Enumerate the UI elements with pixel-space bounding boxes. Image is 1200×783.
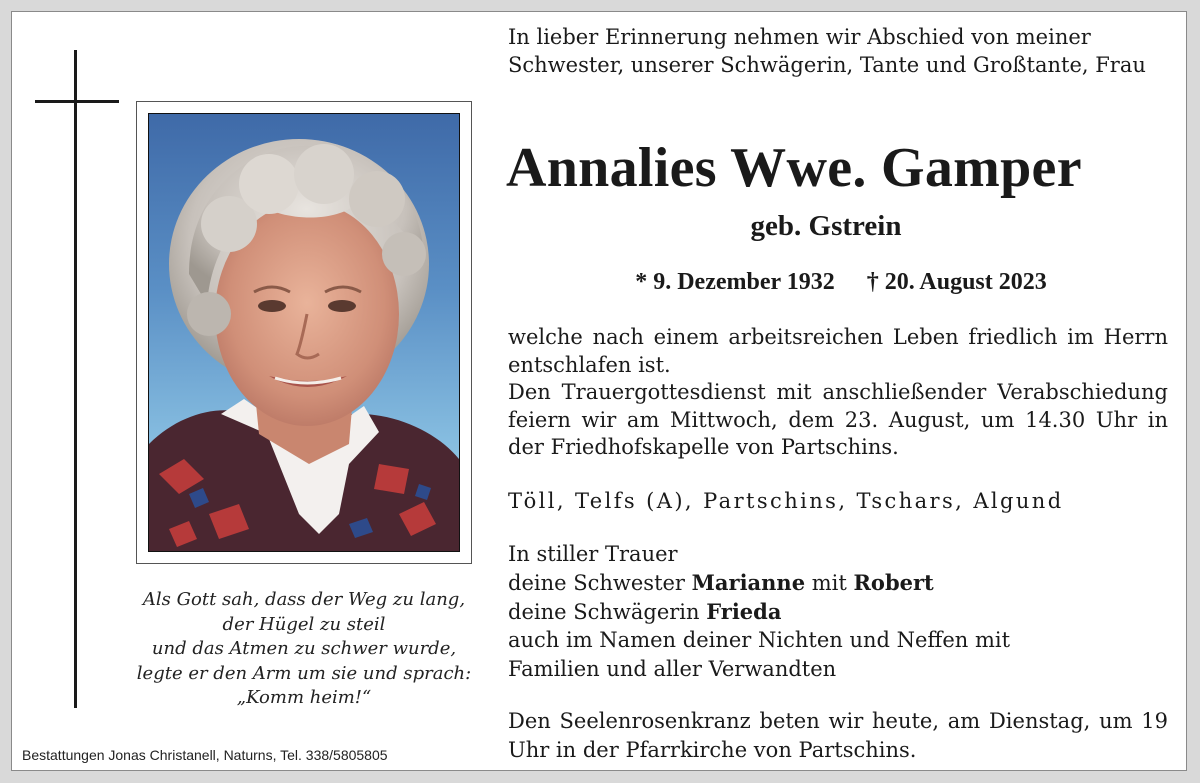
life-dates bbox=[508, 269, 1174, 296]
poem bbox=[126, 588, 482, 711]
obituary-notice bbox=[11, 11, 1187, 771]
rosary-text: Den Seelenrosenkranz beten wir heute, am Dienstag, um 19 Uhr in der Pfarrkirche von Partschins. bbox=[508, 709, 1168, 762]
poem-line: Als Gott sah, dass der Weg zu lang, bbox=[142, 589, 466, 610]
poem-line: „Komm heim!“ bbox=[236, 687, 372, 708]
poem-line: und das Atmen zu schwer wurde, bbox=[151, 638, 457, 659]
body-paragraph: welche nach einem arbeitsreichen Leben friedlich im Herrn entschlafen ist. bbox=[508, 325, 1168, 377]
places-line: Töll, Telfs (A), Partschins, Tschars, Algund bbox=[508, 489, 1064, 513]
mourners-line: auch im Namen deiner Nichten und Neffen mit bbox=[508, 628, 1011, 653]
mourners-text: deine Schwester bbox=[508, 570, 692, 595]
mourners-line bbox=[508, 598, 1168, 627]
mourners-line bbox=[508, 569, 1168, 598]
mourners-text: mit bbox=[805, 570, 854, 595]
mourners-line: In stiller Trauer bbox=[508, 542, 678, 566]
mourner-name: Robert bbox=[853, 569, 934, 595]
mourners-line: Familien und aller Verwandten bbox=[508, 657, 837, 682]
photo-frame bbox=[136, 101, 472, 564]
maiden-name: geb. Gstrein bbox=[750, 210, 902, 242]
deceased-name: Annalies Wwe. Gamper bbox=[506, 137, 1082, 199]
poem-line: legte er den Arm um sie und sprach: bbox=[136, 662, 472, 684]
poem-line: der Hügel zu steil bbox=[222, 613, 386, 635]
notice-text-column bbox=[506, 24, 1168, 762]
birth-date: * 9. Dezember 1932 bbox=[635, 269, 835, 295]
funeral-home-footer: Bestattungen Jonas Christanell, Naturns, Tel. 338/5805805 bbox=[22, 747, 388, 763]
mourner-name: Frieda bbox=[706, 598, 782, 624]
intro-text: In lieber Erinnerung nehmen wir Abschied von meiner Schwester, unserer Schwägerin, Tante und Großtante, Frau bbox=[508, 25, 1146, 77]
death-date: † 20. August 2023 bbox=[866, 269, 1047, 295]
body-text bbox=[508, 324, 1168, 462]
mourners-block bbox=[508, 540, 1168, 684]
portrait-photo bbox=[148, 113, 460, 552]
mourner-name: Marianne bbox=[691, 569, 806, 595]
mourners-text: deine Schwägerin bbox=[508, 599, 707, 624]
service-paragraph: Den Trauergottesdienst mit anschließender Verabschiedung feiern wir am Mittwoch, dem 23. August, um 14.30 Uhr in der Friedhofskapelle von Partschins. bbox=[508, 380, 1168, 459]
